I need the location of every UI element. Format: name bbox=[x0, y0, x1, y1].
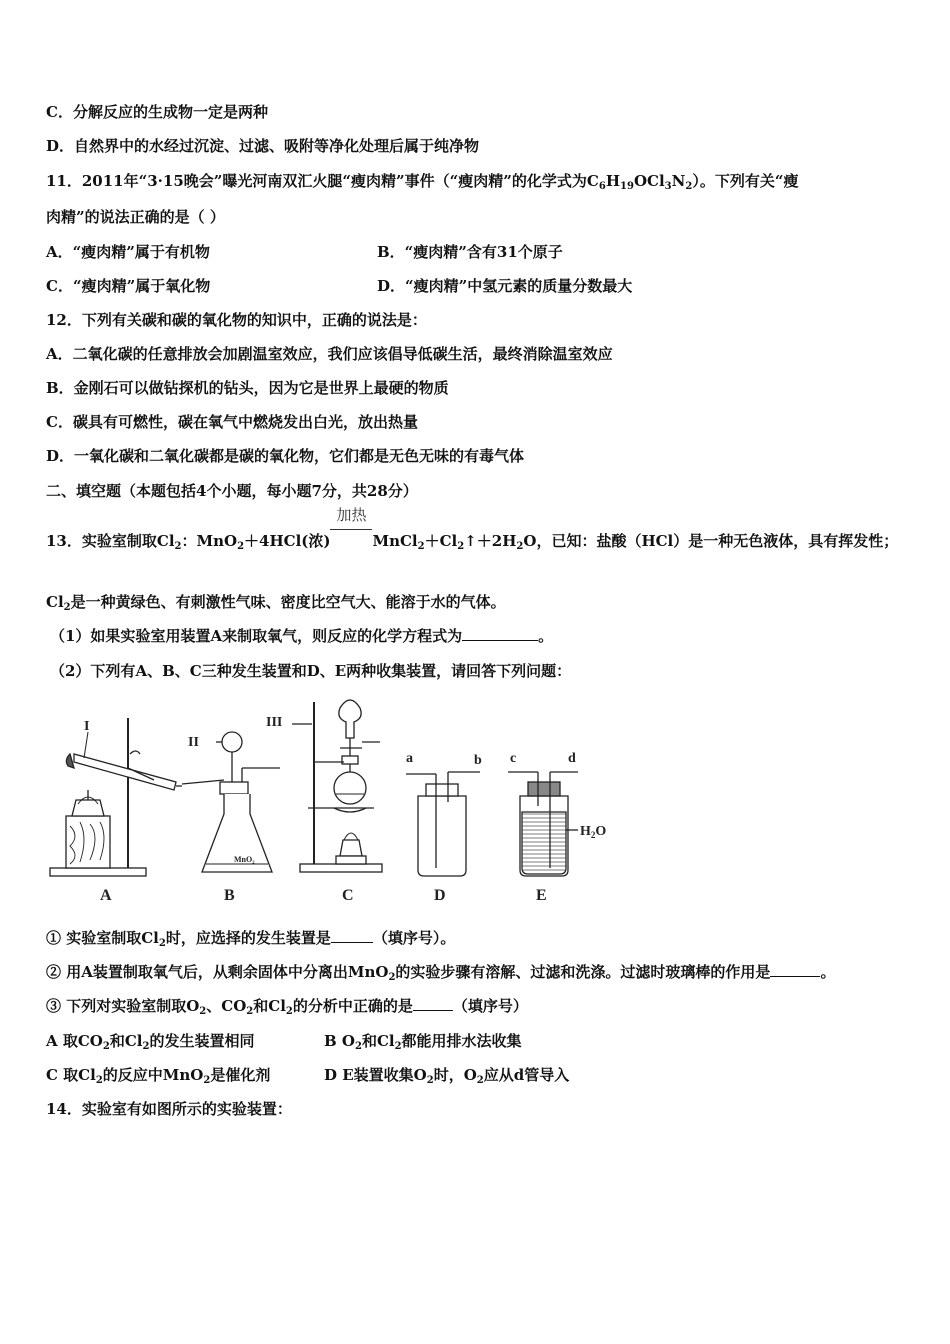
b-funnel-bulb bbox=[222, 732, 242, 752]
caption-b: B bbox=[224, 887, 235, 904]
label-h2o-o: O bbox=[595, 824, 607, 839]
s3-sub: 2 bbox=[246, 1006, 254, 1017]
answer-blank-analysis[interactable] bbox=[413, 1010, 453, 1011]
q11-option-a bbox=[46, 242, 210, 262]
s3-text-end: （填序号） bbox=[452, 997, 528, 1015]
answer-blank-generator[interactable] bbox=[331, 942, 373, 943]
od-end: 应从d管导入 bbox=[483, 1066, 570, 1084]
oc-sub: 2 bbox=[203, 1075, 211, 1086]
a-base bbox=[50, 868, 146, 876]
label-h2o-sub: 2 bbox=[590, 830, 596, 840]
s2-text-end: 。 bbox=[820, 963, 836, 981]
q11-option-b bbox=[377, 242, 563, 262]
s3-option-c bbox=[46, 1065, 270, 1085]
caption-a: A bbox=[100, 887, 112, 904]
c-flame bbox=[344, 833, 358, 840]
q13-part2 bbox=[50, 661, 571, 681]
s3-co2: 、CO bbox=[206, 997, 247, 1015]
od-text: D E装置收集O bbox=[324, 1066, 427, 1084]
question-13-line1 bbox=[46, 506, 899, 552]
s1-sub: 2 bbox=[158, 938, 166, 949]
q11-sub-3: 3 bbox=[664, 181, 672, 192]
s1-text-cont: 时，应选择的发生装置是 bbox=[165, 929, 331, 947]
q13-h2o: ↑＋2H bbox=[464, 532, 517, 550]
apparatus-c bbox=[266, 700, 382, 904]
q13-hcl: ＋4HCl(浓) bbox=[244, 532, 331, 550]
q13-sub: 2 bbox=[516, 541, 524, 552]
option-c-line bbox=[46, 102, 268, 122]
apparatus-figure bbox=[44, 696, 624, 908]
answer-blank-equation[interactable] bbox=[462, 640, 538, 641]
q11-formula-h: H bbox=[605, 172, 621, 190]
s2-text: ② 用A装置制取氧气后，从剩余固体中分离出MnO bbox=[46, 963, 389, 981]
oc-mid: 的反应中MnO bbox=[102, 1066, 204, 1084]
q13-part1 bbox=[50, 626, 553, 646]
question-14 bbox=[46, 1099, 292, 1119]
answer-blank-glass-rod[interactable] bbox=[770, 976, 820, 977]
label-h2o-h: H bbox=[580, 824, 591, 839]
q12-option-a-text: A．二氧化碳的任意排放会加剧温室效应，我们应该倡导低碳生活，最终消除温室效应 bbox=[46, 345, 613, 363]
q13-sub: 2 bbox=[63, 602, 71, 613]
q11-stem-cont: 肉精”的说法正确的是（ ） bbox=[46, 208, 225, 226]
apparatus-e bbox=[508, 751, 606, 904]
q13-sub: 2 bbox=[417, 541, 425, 552]
q12-option-d bbox=[46, 446, 524, 466]
a-lamp bbox=[72, 800, 104, 816]
d-bottle bbox=[418, 796, 466, 876]
reaction-condition bbox=[330, 506, 372, 551]
label-ii: II bbox=[188, 735, 199, 750]
q11-stem: 11．2011年“3·15晚会”曝光河南双汇火腿“瘦肉精”事件（“瘦肉精”的化学式为C bbox=[46, 172, 599, 190]
b-stopper bbox=[220, 782, 248, 794]
q13-cl-desc: 是一种黄绿色、有刺激性气味、密度比空气大、能溶于水的气体。 bbox=[70, 593, 506, 611]
q13-mncl2: MnCl bbox=[372, 532, 418, 550]
question-13-line2 bbox=[46, 592, 506, 612]
a-delivery-tube bbox=[182, 780, 224, 784]
e-water bbox=[522, 812, 566, 874]
s3-option-a bbox=[46, 1031, 254, 1051]
option-d-text: D．自然界中的水经过沉淀、过滤、吸附等净化处理后属于纯净物 bbox=[46, 137, 480, 155]
q11-option-d-text: D．“瘦肉精”中氢元素的质量分数最大 bbox=[377, 277, 633, 295]
label-d: d bbox=[568, 751, 576, 766]
q13-cl-formula: Cl bbox=[46, 593, 64, 611]
c-round-flask bbox=[334, 772, 366, 804]
sub-question-3 bbox=[46, 996, 528, 1016]
ob-sub: 2 bbox=[394, 1041, 402, 1052]
q12-option-b bbox=[46, 378, 449, 398]
label-a: a bbox=[406, 751, 413, 766]
s1-text-end: （填序号）。 bbox=[372, 929, 456, 947]
od-sub: 2 bbox=[476, 1075, 484, 1086]
c-sep-funnel bbox=[339, 700, 361, 738]
q12-option-c-text: C．碳具有可燃性，碳在氧气中燃烧发出白光，放出热量 bbox=[46, 413, 418, 431]
q11-sub-6: 6 bbox=[598, 181, 606, 192]
q11-formula-n: N bbox=[671, 172, 686, 190]
q11-option-c-text: C．“瘦肉精”属于氧化物 bbox=[46, 277, 211, 295]
ob-sub: 2 bbox=[354, 1041, 362, 1052]
s2-sub: 2 bbox=[388, 972, 396, 983]
a-clamp-screw bbox=[130, 751, 140, 754]
q13-part1-text: （1）如果实验室用装置A来制取氧气，则反应的化学方程式为 bbox=[50, 627, 463, 645]
section-2-heading bbox=[46, 481, 418, 501]
ob-end: 都能用排水法收集 bbox=[401, 1032, 522, 1050]
q12-option-c bbox=[46, 412, 418, 432]
q13-part2-text: （2）下列有A、B、C三种发生装置和D、E两种收集装置，请回答下列问题： bbox=[50, 662, 572, 680]
oc-text: C 取Cl bbox=[46, 1066, 96, 1084]
od-sub: 2 bbox=[426, 1075, 434, 1086]
a-wood-block bbox=[66, 816, 110, 868]
q13-part1-end: 。 bbox=[538, 627, 554, 645]
apparatus-b bbox=[188, 732, 280, 904]
caption-e: E bbox=[536, 887, 547, 904]
caption-c: C bbox=[342, 887, 354, 904]
option-c-text: C．分解反应的生成物一定是两种 bbox=[46, 103, 268, 121]
s1-text: ① 实验室制取Cl bbox=[46, 929, 159, 947]
sub-question-2 bbox=[46, 962, 835, 982]
q11-option-d bbox=[377, 276, 632, 296]
oc-end: 是催化剂 bbox=[210, 1066, 271, 1084]
a-pointer-line bbox=[84, 732, 88, 758]
a-solid-reagent bbox=[66, 754, 74, 768]
q11-option-b-text: B．“瘦肉精”含有31个原子 bbox=[377, 243, 563, 261]
label-iii: III bbox=[266, 715, 283, 730]
label-i: I bbox=[84, 719, 90, 734]
s3-option-b bbox=[324, 1031, 522, 1051]
q11-sub-19: 19 bbox=[620, 181, 634, 192]
oa-sub: 2 bbox=[142, 1041, 150, 1052]
q11-sub-2: 2 bbox=[685, 181, 693, 192]
s3-text: ③ 下列对实验室制取O bbox=[46, 997, 200, 1015]
b-mno2-label: MnO₂ bbox=[234, 855, 255, 864]
e-stopper bbox=[528, 782, 560, 796]
oa-sub: 2 bbox=[102, 1041, 110, 1052]
s3-text-cont: 的分析中正确的是 bbox=[292, 997, 413, 1015]
c-base bbox=[300, 864, 382, 872]
oa-text: A 取CO bbox=[46, 1032, 103, 1050]
q13-stem: 13．实验室制取Cl bbox=[46, 532, 175, 550]
section-2-title: 二、填空题（本题包括4个小题，每小题7分，共28分） bbox=[46, 482, 418, 500]
s3-option-d bbox=[324, 1065, 569, 1085]
question-12 bbox=[46, 310, 427, 330]
caption-d: D bbox=[434, 887, 446, 904]
label-c: c bbox=[510, 751, 517, 766]
c-lamp-stand bbox=[336, 856, 366, 864]
ob-text: B O bbox=[324, 1032, 355, 1050]
q11-option-a-text: A．“瘦肉精”属于有机物 bbox=[46, 243, 210, 261]
d-stopper bbox=[426, 784, 458, 796]
question-11-line2 bbox=[46, 207, 225, 227]
oa-end: 的发生装置相同 bbox=[149, 1032, 255, 1050]
q14-stem: 14．实验室有如图所示的实验装置： bbox=[46, 1100, 292, 1118]
question-11-line1 bbox=[46, 171, 798, 191]
s2-text-cont: 的实验步骤有溶解、过滤和洗涤。过滤时玻璃棒的作用是 bbox=[395, 963, 771, 981]
label-h2o bbox=[580, 824, 606, 840]
s3-cl2: 和Cl bbox=[253, 997, 286, 1015]
oc-sub: 2 bbox=[95, 1075, 103, 1086]
q13-sub: 2 bbox=[237, 541, 245, 552]
s3-sub: 2 bbox=[199, 1006, 207, 1017]
label-b: b bbox=[474, 753, 482, 768]
q12-option-d-text: D．一氧化碳和二氧化碳都是碳的氧化物，它们都是无色无味的有毒气体 bbox=[46, 447, 525, 465]
option-d-line bbox=[46, 136, 479, 156]
c-lamp bbox=[340, 840, 362, 856]
q12-option-b-text: B．金刚石可以做钻探机的钻头，因为它是世界上最硬的物质 bbox=[46, 379, 449, 397]
q13-mno2: ：MnO bbox=[181, 532, 238, 550]
oa-mid: 和Cl bbox=[109, 1032, 143, 1050]
sub-question-1 bbox=[46, 928, 455, 948]
od-mid: 时，O bbox=[433, 1066, 477, 1084]
q13-sub: 2 bbox=[174, 541, 182, 552]
apparatus-d bbox=[406, 751, 482, 904]
q12-stem: 12．下列有关碳和碳的氧化物的知识中，正确的说法是： bbox=[46, 311, 427, 329]
a-test-tube bbox=[74, 754, 176, 790]
reaction-arrow-bar bbox=[330, 529, 372, 530]
reaction-condition-heat: 加热 bbox=[336, 506, 367, 524]
q13-stem-end: O，已知：盐酸（HCl）是一种无色液体，具有挥发性； bbox=[523, 532, 899, 550]
q13-cl2: ＋Cl bbox=[424, 532, 458, 550]
q13-sub: 2 bbox=[457, 541, 465, 552]
ob-mid: 和Cl bbox=[361, 1032, 395, 1050]
q12-option-a bbox=[46, 344, 613, 364]
c-stopper bbox=[342, 756, 358, 764]
s3-sub: 2 bbox=[285, 1006, 293, 1017]
q11-option-c bbox=[46, 276, 210, 296]
q11-stem-end: ）。下列有关“瘦 bbox=[692, 172, 799, 190]
q11-formula-ocl: OCl bbox=[633, 172, 665, 190]
